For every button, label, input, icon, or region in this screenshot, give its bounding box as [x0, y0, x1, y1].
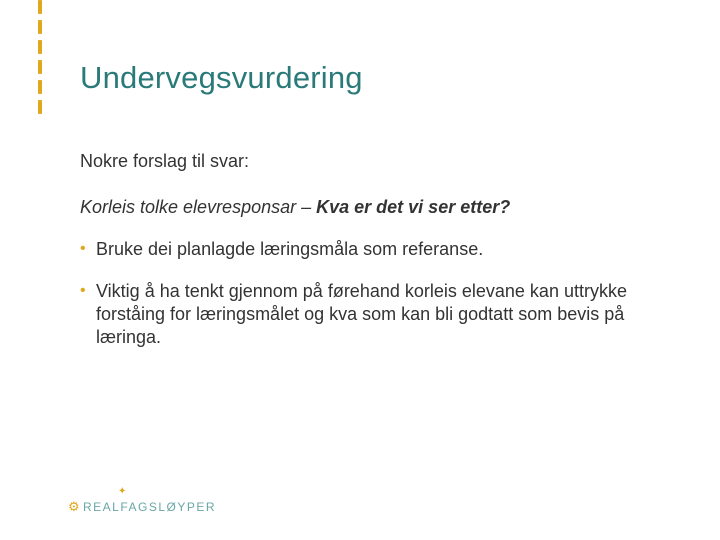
bullet-dot-icon: •	[80, 240, 86, 257]
accent-dash	[38, 100, 42, 114]
list-item	[80, 280, 680, 349]
realfagsloyper-logo	[68, 486, 217, 518]
bullet-text: Bruke dei planlagde læringsmåla som referanse.	[96, 239, 484, 259]
intro-text: Nokre forslag til svar:	[80, 151, 250, 171]
decorative-dashed-bar	[38, 0, 44, 116]
accent-dash	[38, 20, 42, 34]
spark-icon: ✦	[118, 486, 127, 497]
accent-dash	[38, 40, 42, 54]
question-line	[80, 196, 680, 219]
list-item	[80, 238, 680, 261]
bullet-text: Viktig å ha tenkt gjennom på førehand korleis elevane kan uttrykke forståing for læringsmålet og kva som kan bli godtatt som bevis på læringa.	[96, 281, 627, 347]
slide-body	[80, 150, 680, 349]
gear-icon: ⚙	[68, 499, 80, 514]
accent-dash	[38, 0, 42, 14]
bullet-list	[80, 238, 680, 349]
accent-dash	[38, 60, 42, 74]
accent-dash	[38, 80, 42, 94]
slide-title: Undervegsvurdering	[80, 60, 363, 95]
question-emphasis: Kva er det vi ser etter?	[316, 197, 511, 217]
bullet-dot-icon: •	[80, 282, 86, 299]
logo-text: REALFAGSLØYPER	[83, 500, 217, 514]
question-text: Korleis tolke elevresponsar –	[80, 197, 317, 217]
